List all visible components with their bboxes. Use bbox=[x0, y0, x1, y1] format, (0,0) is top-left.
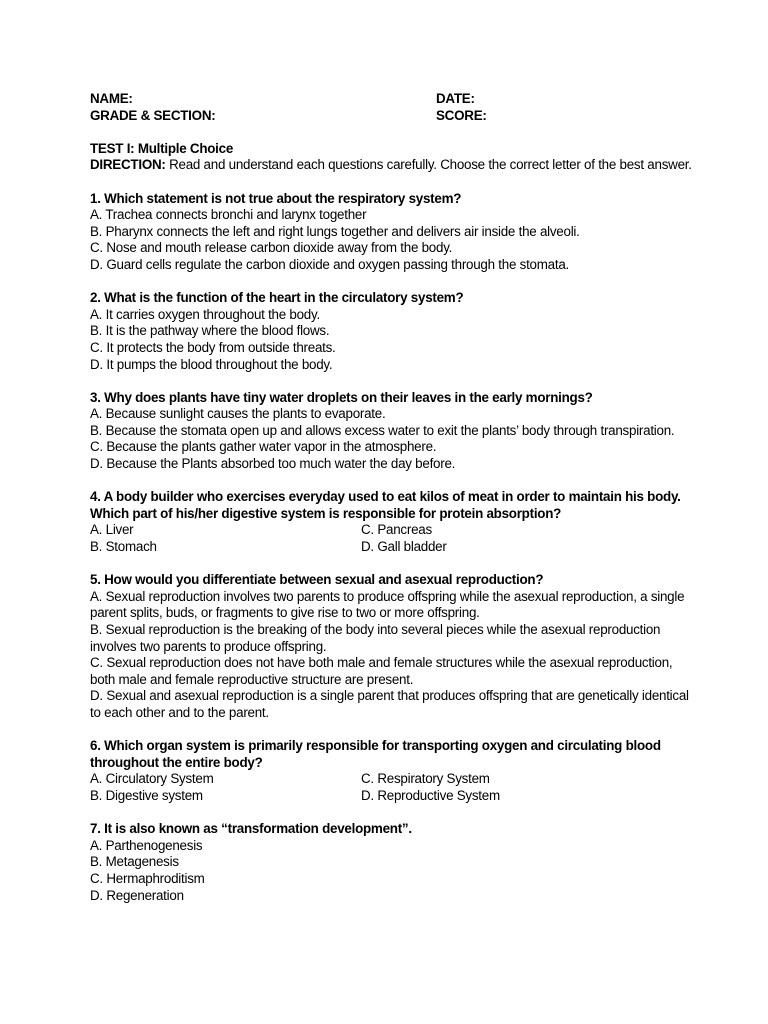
direction bbox=[90, 157, 708, 174]
option-d: D. It pumps the blood throughout the body. bbox=[90, 356, 333, 372]
option-c: C. Respiratory System bbox=[361, 771, 490, 787]
question-3 bbox=[90, 390, 708, 473]
date-label: DATE: bbox=[436, 91, 475, 106]
score-label: SCORE: bbox=[436, 107, 487, 123]
option-c: C. Nose and mouth release carbon dioxide away from the body. bbox=[90, 240, 453, 256]
option-d: D. Guard cells regulate the carbon dioxide and oxygen passing through the stomata. bbox=[90, 256, 569, 272]
option-b: B. Digestive system bbox=[90, 787, 203, 803]
option-a-line-1: A. Sexual reproduction involves two parents to produce offspring while the asexual reproduction, a single bbox=[90, 588, 685, 604]
option-d-line-2: to each other and to the parent. bbox=[90, 704, 269, 720]
test-title: TEST I: Multiple Choice bbox=[90, 140, 234, 156]
options-row-1 bbox=[90, 522, 708, 539]
question-7 bbox=[90, 821, 708, 904]
option-c: C. It protects the body from outside threats. bbox=[90, 339, 336, 355]
question-text-line-1: 4. A body builder who exercises everyday used to eat kilos of meat in order to maintain his body. bbox=[90, 489, 681, 505]
option-c-line-1: C. Sexual reproduction does not have both male and female structures while the asexual reproduction, bbox=[90, 655, 673, 671]
option-a: A. Circulatory System bbox=[90, 771, 214, 787]
header-row-2 bbox=[90, 108, 708, 125]
option-b: B. It is the pathway where the blood flows. bbox=[90, 323, 330, 339]
option-b: B. Stomach bbox=[90, 539, 157, 555]
option-a: A. It carries oxygen throughout the body. bbox=[90, 306, 320, 322]
option-a: A. Because sunlight causes the plants to evaporate. bbox=[90, 406, 386, 422]
header-row-1 bbox=[90, 91, 708, 108]
question-1 bbox=[90, 191, 708, 274]
question-text: 2. What is the function of the heart in the circulatory system? bbox=[90, 290, 464, 306]
question-text: 1. Which statement is not true about the respiratory system? bbox=[90, 190, 462, 206]
question-text: 7. It is also known as “transformation development”. bbox=[90, 821, 412, 837]
option-b: B. Pharynx connects the left and right lungs together and delivers air inside the alveoli. bbox=[90, 223, 580, 239]
option-a: A. Parthenogenesis bbox=[90, 837, 203, 853]
option-b-line-1: B. Sexual reproduction is the breaking of the body into several pieces while the asexual reproduction bbox=[90, 622, 661, 637]
option-b: B. Because the stomata open up and allows excess water to exit the plants’ body through transpiration. bbox=[90, 422, 675, 438]
option-d: D. Regeneration bbox=[90, 887, 184, 903]
question-text: 5. How would you differentiate between sexual and asexual reproduction? bbox=[90, 572, 544, 588]
option-b-line-2: involves two parents to produce offspring. bbox=[90, 638, 327, 654]
option-d: D. Gall bladder bbox=[361, 539, 447, 555]
name-label: NAME: bbox=[90, 91, 133, 106]
option-d: D. Reproductive System bbox=[361, 787, 500, 803]
option-d-line-1: D. Sexual and asexual reproduction is a single parent that produces offspring that are genetically identical bbox=[90, 688, 689, 704]
question-text: 3. Why does plants have tiny water droplets on their leaves in the early mornings? bbox=[90, 389, 593, 405]
option-a: A. Liver bbox=[90, 522, 134, 538]
question-6 bbox=[90, 738, 708, 804]
option-c: C. Hermaphroditism bbox=[90, 870, 205, 886]
direction-text: Read and understand each questions carefully. Choose the correct letter of the best answer. bbox=[165, 157, 692, 173]
option-c: C. Because the plants gather water vapor in the atmosphere. bbox=[90, 439, 437, 455]
options-row-1 bbox=[90, 771, 708, 788]
question-text-line-2: throughout the entire body? bbox=[90, 754, 263, 770]
direction-label: DIRECTION: bbox=[90, 157, 166, 173]
option-a: A. Trachea connects bronchi and larynx together bbox=[90, 207, 367, 223]
options-row-2 bbox=[90, 539, 708, 556]
question-text-line-1: 6. Which organ system is primarily responsible for transporting oxygen and circulating blood bbox=[90, 738, 661, 754]
question-text-line-2: Which part of his/her digestive system is responsible for protein absorption? bbox=[90, 505, 562, 521]
question-5 bbox=[90, 572, 708, 721]
option-c-line-2: both male and female reproductive structure are present. bbox=[90, 671, 414, 687]
question-2 bbox=[90, 290, 708, 373]
question-4 bbox=[90, 489, 708, 555]
option-c: C. Pancreas bbox=[361, 522, 432, 538]
option-a-line-2: parent splits, buds, or fragments to give rise to two or more offspring. bbox=[90, 605, 480, 621]
option-d: D. Because the Plants absorbed too much water the day before. bbox=[90, 456, 456, 472]
options-row-2 bbox=[90, 788, 708, 805]
option-b: B. Metagenesis bbox=[90, 854, 179, 870]
grade-section-label: GRADE & SECTION: bbox=[90, 107, 216, 123]
